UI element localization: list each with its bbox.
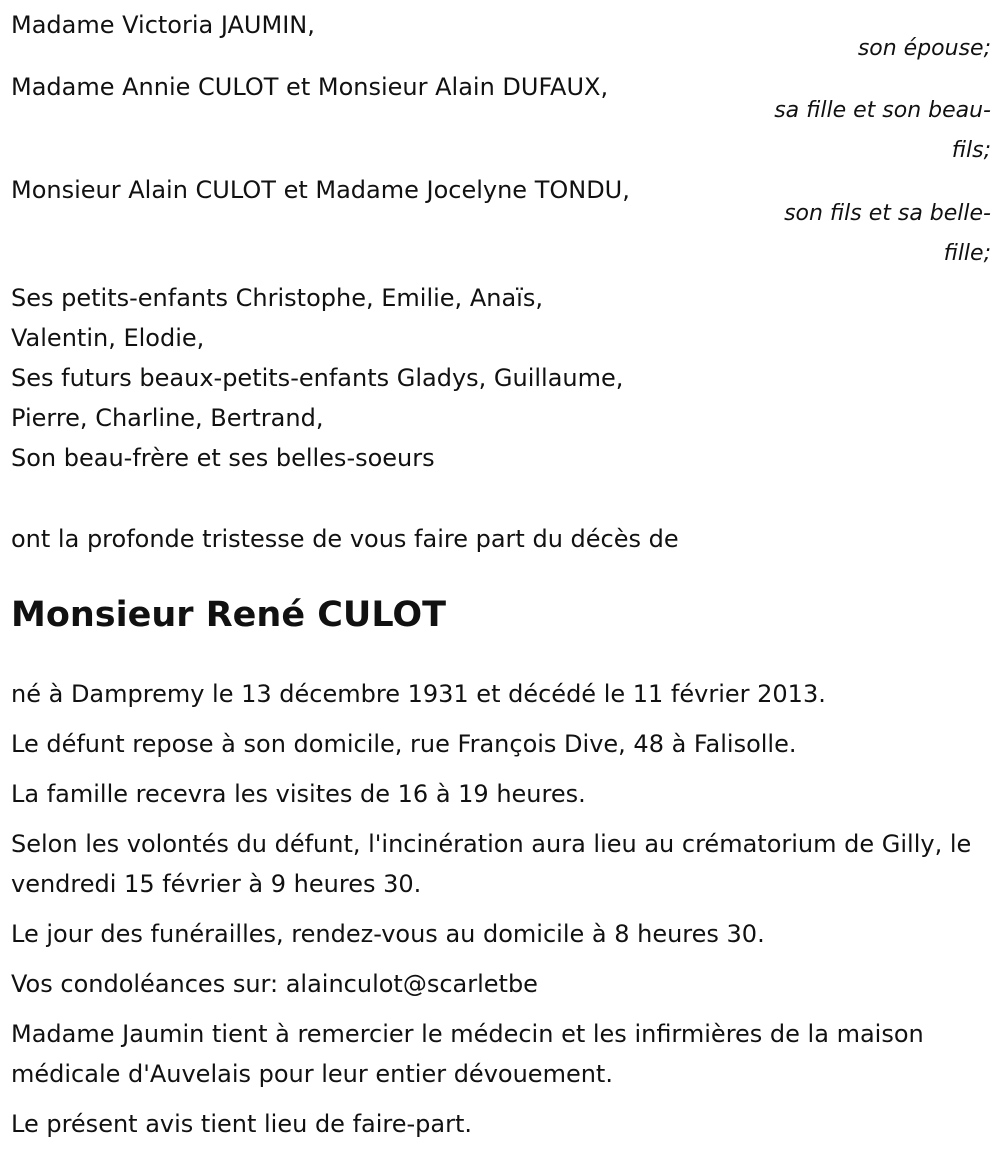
family-member-name: Madame Annie CULOT et Monsieur Alain DUFAUX, (11, 73, 609, 101)
detail-line: Madame Jaumin tient à remercier le médecin et les infirmières de la maison médicale d'Auvelais pour leur entier dévouement. (11, 1020, 924, 1088)
announcement-intro: ont la profonde tristesse de vous faire part du décès de (11, 525, 679, 553)
family-member-relation: son épouse; (857, 36, 991, 61)
family-list-line: Ses futurs beaux-petits-enfants Gladys, Guillaume, (11, 364, 624, 392)
family-member-row (11, 0, 991, 62)
detail-line: né à Dampremy le 13 décembre 1931 et décédé le 11 février 2013. (11, 680, 826, 708)
detail-line: Selon les volontés du défunt, l'incinération aura lieu au crématorium de Gilly, le vendredi 15 février à 9 heures 30. (11, 830, 972, 898)
funeral-details (11, 674, 991, 1144)
family-member-row (11, 165, 991, 267)
family-list-line: Ses petits-enfants Christophe, Emilie, Anaïs, (11, 284, 543, 312)
extended-family-list (11, 278, 711, 478)
family-list-line: Valentin, Elodie, (11, 324, 205, 352)
family-member-name: Madame Victoria JAUMIN, (11, 11, 315, 39)
obituary-notice (11, 0, 991, 1154)
family-member-row (11, 62, 991, 165)
deceased-name: Monsieur René CULOT (11, 595, 447, 635)
family-member-relation: son fils et sa belle-fille; (784, 201, 991, 266)
family-list-line: Pierre, Charline, Bertrand, (11, 404, 324, 432)
detail-line: La famille recevra les visites de 16 à 19 heures. (11, 780, 586, 808)
detail-line: Le jour des funérailles, rendez-vous au domicile à 8 heures 30. (11, 920, 765, 948)
family-list-line: Son beau-frère et ses belles-soeurs (11, 444, 435, 472)
detail-line: Le défunt repose à son domicile, rue François Dive, 48 à Falisolle. (11, 730, 797, 758)
detail-line: Le présent avis tient lieu de faire-part. (11, 1110, 473, 1138)
detail-line: Vos condoléances sur: alainculot@scarletbe (11, 970, 538, 998)
family-member-name: Monsieur Alain CULOT et Madame Jocelyne TONDU, (11, 176, 630, 204)
family-member-relation: sa fille et son beau-fils; (774, 98, 991, 163)
